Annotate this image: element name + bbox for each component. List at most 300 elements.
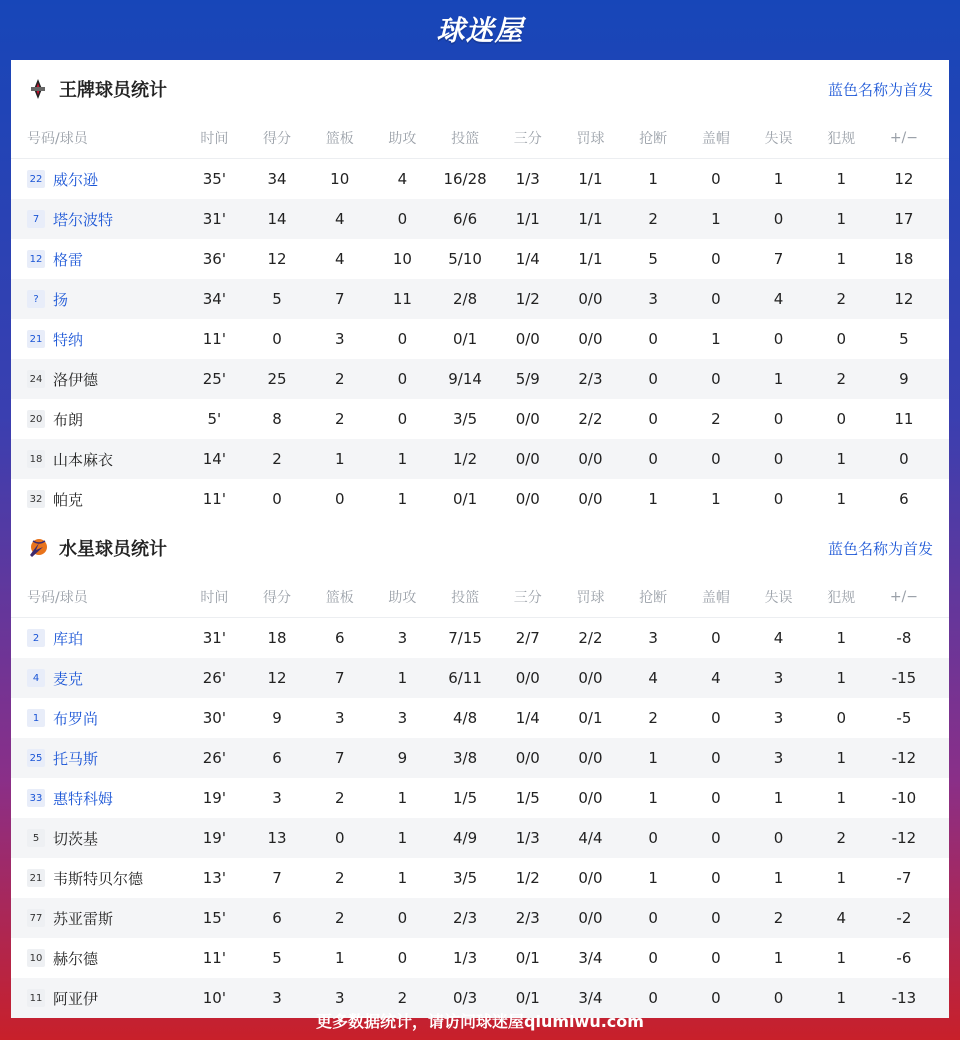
stat-cell: 0/1 [453, 330, 478, 348]
stat-cell: -12 [891, 749, 917, 767]
stat-cell: 1 [397, 490, 408, 508]
stat-cell: 9/14 [448, 370, 482, 388]
jersey-number: 25 [27, 749, 45, 767]
column-header: 篮板 [325, 590, 354, 606]
jersey-number: 33 [27, 789, 45, 807]
stat-cell: 36' [202, 250, 226, 268]
player-name[interactable]: 库珀 [53, 629, 84, 648]
column-header: 号码/球员 [27, 590, 88, 606]
stat-cell: 3/8 [453, 749, 478, 767]
column-header: +/− [889, 589, 918, 605]
stat-cell: 3 [334, 989, 345, 1007]
stat-cell: 11 [392, 290, 412, 308]
table-row [11, 858, 949, 898]
stat-cell: 1/3 [515, 829, 540, 847]
player-name[interactable]: 洛伊德 [53, 370, 99, 389]
stat-cell: 6/11 [448, 669, 482, 687]
stat-cell: 0/0 [515, 330, 540, 348]
stat-cell: 0/0 [578, 290, 603, 308]
table-row [11, 239, 949, 279]
stat-cell: 5 [272, 290, 282, 308]
stat-cell: 0 [836, 709, 846, 727]
player-name[interactable]: 赫尔德 [53, 949, 99, 968]
stat-cell: 13' [202, 869, 226, 887]
stat-cell: 0/0 [515, 490, 540, 508]
column-header: 失误 [764, 131, 793, 147]
stat-cell: 16/28 [443, 170, 487, 188]
stat-cell: 1 [836, 210, 846, 228]
stat-cell: 6 [272, 909, 282, 927]
column-header: +/− [889, 130, 918, 146]
column-header: 三分 [513, 590, 542, 606]
stat-cell: 4 [334, 210, 345, 228]
stat-cell: 3 [334, 330, 345, 348]
stat-cell: 0 [648, 370, 658, 388]
stat-cell: 0 [711, 370, 721, 388]
column-header: 盖帽 [701, 590, 730, 606]
stat-cell: 0/0 [578, 909, 603, 927]
stat-cell: 3/5 [453, 869, 478, 887]
player-name[interactable]: 布罗尚 [53, 709, 99, 728]
stat-cell: 0/0 [578, 789, 603, 807]
stat-cell: 0 [397, 370, 408, 388]
stat-cell: 0/3 [453, 989, 478, 1007]
stat-cell: 2 [334, 869, 345, 887]
stat-cell: 3 [648, 629, 658, 647]
stat-cell: 1/3 [515, 170, 540, 188]
stat-cell: 0 [648, 450, 658, 468]
stat-cell: 2/8 [453, 290, 478, 308]
player-cell[interactable] [11, 329, 183, 350]
player-name[interactable]: 特纳 [53, 330, 84, 349]
stat-cell: 1/1 [515, 210, 540, 228]
stat-cell: 5 [899, 330, 909, 348]
stat-cell: 4/4 [578, 829, 603, 847]
stat-cell: 3 [773, 669, 784, 687]
player-cell[interactable] [11, 748, 183, 769]
column-header: 篮板 [325, 131, 354, 147]
team-section-aces [11, 60, 949, 519]
table-row [11, 159, 949, 199]
stat-cell: 6/6 [453, 210, 478, 228]
stat-cell: 1 [711, 330, 721, 348]
stat-cell: 3 [272, 789, 282, 807]
stat-cell: 2 [272, 450, 282, 468]
jersey-number: 21 [27, 869, 45, 887]
stat-cell: 8 [272, 410, 282, 428]
stat-cell: 11 [894, 410, 914, 428]
stat-cell: 0 [711, 250, 721, 268]
stat-cell: 0/0 [578, 669, 603, 687]
table-row [11, 279, 949, 319]
stat-cell: 2 [334, 410, 345, 428]
stat-cell: 1 [773, 869, 784, 887]
stat-cell: 0 [272, 330, 282, 348]
stat-cell: 6 [899, 490, 909, 508]
stat-cell: 7 [334, 669, 345, 687]
stat-cell: 0 [648, 330, 658, 348]
stat-cell: 0 [773, 330, 784, 348]
column-header: 盖帽 [701, 131, 730, 147]
stat-cell: 0/0 [578, 330, 603, 348]
stat-cell: 1 [836, 629, 846, 647]
stat-cell: 3 [397, 709, 408, 727]
stat-cell: 2 [397, 989, 408, 1007]
stat-cell: 10' [202, 989, 226, 1007]
stat-cell: 1 [836, 669, 846, 687]
player-cell[interactable] [11, 828, 183, 849]
player-name[interactable]: 布朗 [53, 410, 84, 429]
stat-cell: 0 [272, 490, 282, 508]
stat-cell: 26' [202, 669, 226, 687]
player-name[interactable]: 托马斯 [53, 749, 99, 768]
stat-cell: 2 [836, 290, 846, 308]
stat-cell: 0 [711, 909, 721, 927]
stat-cell: 1 [711, 490, 721, 508]
stat-cell: 0 [397, 330, 408, 348]
stat-cell: -10 [891, 789, 917, 807]
stat-cell: 7/15 [448, 629, 482, 647]
column-header: 投篮 [451, 590, 480, 606]
stat-cell: 2/2 [578, 410, 603, 428]
stat-cell: 0 [773, 210, 784, 228]
team-section-mercury [11, 519, 949, 1018]
player-name[interactable]: 阿亚伊 [53, 989, 99, 1008]
stat-cell: 1/4 [515, 709, 540, 727]
table-header [11, 118, 949, 159]
stat-cell: 0 [711, 450, 721, 468]
stat-cell: 0 [773, 989, 784, 1007]
stat-cell: 14' [202, 450, 226, 468]
stat-cell: 0/1 [515, 989, 540, 1007]
stat-cell: 6 [272, 749, 282, 767]
stat-cell: 2/7 [515, 629, 540, 647]
stat-cell: 0 [711, 290, 721, 308]
stat-cell: 1/5 [453, 789, 478, 807]
stat-cell: 18 [894, 250, 914, 268]
stat-cell: 1 [397, 829, 408, 847]
stat-cell: 19' [202, 829, 226, 847]
player-cell[interactable] [11, 249, 183, 270]
stat-cell: 7 [272, 869, 282, 887]
stat-cell: 0 [397, 949, 408, 967]
stat-cell: 5 [272, 949, 282, 967]
player-name[interactable]: 帕克 [53, 490, 84, 509]
stat-cell: 4 [397, 170, 408, 188]
table-row [11, 439, 949, 479]
stat-cell: -2 [896, 909, 912, 927]
player-cell[interactable] [11, 628, 183, 649]
stat-cell: 0 [899, 450, 909, 468]
stat-cell: 2 [648, 210, 658, 228]
player-cell[interactable] [11, 409, 183, 430]
stat-cell: 7 [334, 290, 345, 308]
stat-cell: 2 [334, 370, 345, 388]
player-cell[interactable] [11, 908, 183, 929]
player-cell[interactable] [11, 369, 183, 390]
stat-cell: 1/2 [515, 290, 540, 308]
stat-cell: -8 [896, 629, 912, 647]
table-row [11, 319, 949, 359]
column-header: 犯规 [827, 590, 856, 606]
stat-cell: 1 [648, 789, 658, 807]
stat-cell: 1 [648, 869, 658, 887]
stat-cell: 1/1 [578, 250, 603, 268]
stat-cell: 19' [202, 789, 226, 807]
table-row [11, 738, 949, 778]
player-cell[interactable] [11, 948, 183, 969]
stat-cell: 1 [836, 869, 846, 887]
stat-cell: 0 [711, 170, 721, 188]
stat-cell: 7 [334, 749, 345, 767]
table-row [11, 778, 949, 818]
stat-cell: 0 [711, 629, 721, 647]
footer-banner[interactable]: 更多数据统计，请访问球迷屋qiumiwu.com [316, 1011, 644, 1031]
stat-cell: 4/9 [453, 829, 478, 847]
stat-cell: -5 [896, 709, 912, 727]
jersey-number: 77 [27, 909, 45, 927]
stat-cell: 0 [773, 410, 784, 428]
stat-cell: 2 [648, 709, 658, 727]
stat-cell: 0 [648, 410, 658, 428]
stat-cell: 1/5 [515, 789, 540, 807]
stat-cell: 1 [773, 170, 784, 188]
stat-cell: 2/3 [578, 370, 603, 388]
stat-cell: 11' [202, 490, 226, 508]
player-name[interactable]: 韦斯特贝尔德 [53, 869, 144, 888]
stat-cell: 0 [711, 869, 721, 887]
stat-cell: 0 [397, 210, 408, 228]
stat-cell: 5/9 [515, 370, 540, 388]
stat-cell: 2/2 [578, 629, 603, 647]
stat-cell: 2 [711, 410, 721, 428]
stat-cell: 1 [836, 170, 846, 188]
player-name[interactable]: 威尔逊 [53, 170, 99, 189]
stat-cell: 5' [207, 410, 222, 428]
stat-cell: 13 [267, 829, 287, 847]
stat-cell: 1 [397, 869, 408, 887]
stat-cell: 17 [894, 210, 914, 228]
stat-cell: 0/1 [578, 709, 603, 727]
stat-cell: -15 [891, 669, 917, 687]
player-name[interactable]: 格雷 [53, 250, 84, 269]
player-cell[interactable] [11, 708, 183, 729]
stat-cell: 12 [894, 170, 914, 188]
stat-cell: 18 [267, 629, 287, 647]
stat-cell: 1 [648, 170, 658, 188]
stat-cell: 4 [648, 669, 658, 687]
stat-cell: 3 [272, 989, 282, 1007]
table-row [11, 399, 949, 439]
stat-cell: 3 [334, 709, 345, 727]
stat-cell: 4 [773, 290, 784, 308]
stat-cell: 15' [202, 909, 226, 927]
stat-cell: 34 [267, 170, 287, 188]
stat-cell: 14 [267, 210, 287, 228]
stat-cell: 9 [272, 709, 282, 727]
stat-cell: 0 [648, 989, 658, 1007]
player-cell[interactable] [11, 868, 183, 889]
stat-cell: 0 [397, 909, 408, 927]
stat-cell: 0/0 [578, 749, 603, 767]
stat-cell: 3 [773, 709, 784, 727]
section-title: 王牌球员统计 [59, 80, 167, 101]
stat-cell: 10 [330, 170, 350, 188]
aces-logo-icon [27, 78, 49, 100]
mercury-logo-icon [27, 537, 49, 559]
stat-cell: 12 [267, 250, 287, 268]
table-row [11, 658, 949, 698]
column-header: 失误 [764, 590, 793, 606]
stat-cell: 31' [202, 629, 226, 647]
player-table [11, 159, 949, 519]
stat-cell: 9 [397, 749, 408, 767]
stat-cell: 1/3 [453, 949, 478, 967]
stat-cell: 4/8 [453, 709, 478, 727]
stat-cell: 0 [711, 989, 721, 1007]
stat-cell: 0 [836, 330, 846, 348]
table-row [11, 818, 949, 858]
stat-cell: 1 [836, 989, 846, 1007]
stat-cell: 5/10 [448, 250, 482, 268]
column-header: 投篮 [451, 131, 480, 147]
jersey-number: 20 [27, 410, 45, 428]
stat-cell: 3 [397, 629, 408, 647]
stat-cell: 35' [202, 170, 226, 188]
starter-legend: 蓝色名称为首发 [827, 80, 933, 99]
player-cell[interactable] [11, 668, 183, 689]
stat-cell: 1/2 [453, 450, 478, 468]
player-name[interactable]: 扬 [53, 290, 69, 309]
table-row [11, 479, 949, 519]
stat-cell: 1 [648, 490, 658, 508]
stat-cell: -13 [891, 989, 917, 1007]
stat-cell: 0 [648, 829, 658, 847]
stat-cell: 3 [648, 290, 658, 308]
stat-cell: 0/0 [515, 410, 540, 428]
stat-cell: 7 [773, 250, 784, 268]
stat-cell: 1 [836, 789, 846, 807]
stat-cell: 4 [836, 909, 846, 927]
column-header: 犯规 [827, 131, 856, 147]
player-table [11, 618, 949, 1018]
stat-cell: 25' [202, 370, 226, 388]
jersey-number: 12 [27, 250, 45, 268]
player-name[interactable]: 惠特科姆 [53, 789, 114, 808]
player-cell[interactable] [11, 169, 183, 190]
stat-cell: 1 [836, 450, 846, 468]
player-name[interactable]: 塔尔波特 [53, 210, 114, 229]
column-header: 助攻 [388, 590, 417, 606]
player-cell[interactable] [11, 289, 183, 310]
section-header [11, 519, 949, 577]
stat-cell: 0/0 [578, 869, 603, 887]
stat-cell: 0 [334, 829, 345, 847]
player-cell[interactable] [11, 788, 183, 809]
stat-cell: 4 [773, 629, 784, 647]
stat-cell: 0 [711, 749, 721, 767]
stat-cell: 1 [773, 949, 784, 967]
player-name[interactable]: 麦克 [53, 669, 84, 688]
stat-cell: 0 [836, 410, 846, 428]
player-cell[interactable] [11, 489, 183, 510]
stat-cell: 0 [334, 490, 345, 508]
stat-cell: 1 [397, 669, 408, 687]
stat-cell: 0 [648, 909, 658, 927]
stat-cell: 0/1 [453, 490, 478, 508]
jersey-number: 21 [27, 330, 45, 348]
stat-cell: 1/1 [578, 210, 603, 228]
stat-cell: 1/1 [578, 170, 603, 188]
stat-cell: 1 [836, 949, 846, 967]
stat-cell: 1/2 [515, 869, 540, 887]
table-header [11, 577, 949, 618]
stat-cell: 4 [334, 250, 345, 268]
section-title: 水星球员统计 [59, 539, 167, 560]
stat-cell: 1 [397, 450, 408, 468]
player-name[interactable]: 苏亚雷斯 [53, 909, 114, 928]
table-row [11, 698, 949, 738]
jersey-number: 2 [27, 629, 45, 647]
stat-cell: 0 [773, 490, 784, 508]
column-header: 抢断 [639, 131, 668, 147]
column-header: 助攻 [388, 131, 417, 147]
stat-cell: -7 [896, 869, 912, 887]
stat-cell: 10 [392, 250, 412, 268]
stat-cell: 30' [202, 709, 226, 727]
column-header: 得分 [263, 131, 292, 147]
player-cell[interactable] [11, 449, 183, 470]
stat-cell: 1/4 [515, 250, 540, 268]
player-cell[interactable] [11, 209, 183, 230]
column-header: 罚球 [576, 590, 605, 606]
jersey-number: 22 [27, 170, 45, 188]
stats-card [11, 60, 949, 1008]
jersey-number: 32 [27, 490, 45, 508]
stat-cell: 1 [397, 789, 408, 807]
column-header: 时间 [200, 131, 229, 147]
stat-cell: 9 [899, 370, 909, 388]
column-header: 号码/球员 [27, 131, 88, 147]
column-header: 得分 [263, 590, 292, 606]
stat-cell: 25 [267, 370, 287, 388]
jersey-number: 5 [27, 829, 45, 847]
jersey-number: 24 [27, 370, 45, 388]
table-row [11, 618, 949, 658]
stat-cell: 0 [648, 949, 658, 967]
stat-cell: 34' [202, 290, 226, 308]
jersey-number: 1 [27, 709, 45, 727]
column-header: 罚球 [576, 131, 605, 147]
column-header: 抢断 [639, 590, 668, 606]
stat-cell: 1 [334, 450, 345, 468]
stat-cell: 5 [648, 250, 658, 268]
stat-cell: 4 [711, 669, 721, 687]
stat-cell: 2/3 [453, 909, 478, 927]
stat-cell: 0 [397, 410, 408, 428]
table-row [11, 898, 949, 938]
player-name[interactable]: 切茨基 [53, 829, 99, 848]
jersey-number: ? [27, 290, 45, 308]
stat-cell: 0 [711, 949, 721, 967]
stat-cell: 2 [836, 370, 846, 388]
stat-cell: 1 [836, 749, 846, 767]
player-name[interactable]: 山本麻衣 [53, 450, 114, 469]
stat-cell: 1 [836, 490, 846, 508]
jersey-number: 18 [27, 450, 45, 468]
stat-cell: 11' [202, 330, 226, 348]
stat-cell: 26' [202, 749, 226, 767]
